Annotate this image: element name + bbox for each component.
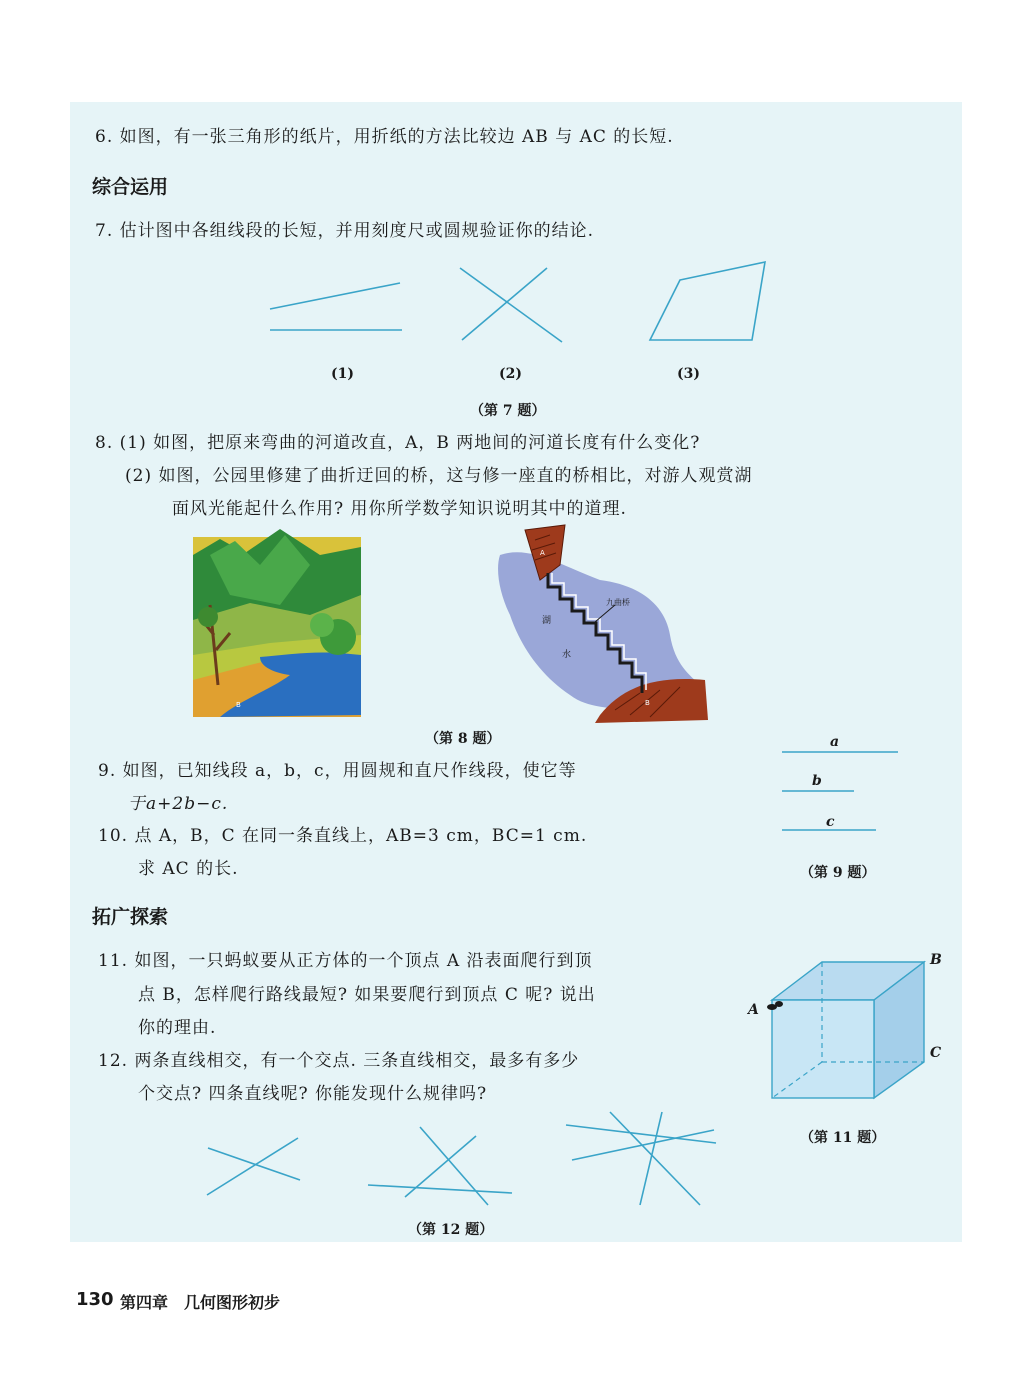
chapter-title: 第四章 几何图形初步	[120, 1293, 281, 1312]
fig7-label-3: (3)	[677, 366, 700, 382]
fig11-label-a: A	[748, 1002, 759, 1018]
fig12-four-lines-d	[640, 1112, 662, 1205]
fig8-caption: （第 8 题）	[425, 731, 501, 747]
fig8-point-b: B	[645, 699, 650, 707]
fig8-point-a: A	[540, 549, 545, 557]
fig12-caption: （第 12 题）	[408, 1222, 494, 1238]
question-8-part-1: 8. (1) 如图，把原来弯曲的河道改直，A，B 两地间的河道长度有什么变化?	[95, 433, 701, 453]
fig8-lake-char-1: 湖	[542, 616, 552, 626]
question-11-line-2: 点 B，怎样爬行路线最短? 如果要爬行到顶点 C 呢? 说出	[138, 985, 596, 1005]
question-8-part-2-line-2: 面风光能起什么作用? 用你所学数学知识说明其中的道理.	[172, 499, 627, 519]
question-9-line-1: 9. 如图，已知线段 a，b，c，用圆规和直尺作线段，使它等	[98, 761, 577, 781]
fig9-label-a: a	[830, 734, 840, 750]
page-number: 130	[76, 1289, 114, 1310]
fig12-four-lines-c	[610, 1112, 700, 1205]
fig8-bridge-label: 九曲桥	[606, 598, 630, 607]
question-12-line-1: 12. 两条直线相交，有一个交点. 三条直线相交，最多有多少	[98, 1051, 580, 1071]
fig11-caption: （第 11 题）	[800, 1130, 886, 1146]
question-12-line-2: 个交点? 四条直线呢? 你能发现什么规律吗?	[138, 1084, 488, 1104]
fig9-label-c: c	[826, 814, 835, 830]
fig12-two-lines-a	[208, 1148, 300, 1180]
question-10-line-1: 10. 点 A，B，C 在同一条直线上，AB=3 cm，BC=1 cm.	[98, 826, 588, 846]
fig11-label-b: B	[930, 952, 942, 968]
section-heading-explore: 拓广探索	[92, 906, 169, 928]
fig11-label-c: C	[930, 1045, 942, 1061]
fig12-three-lines-a	[368, 1185, 512, 1193]
question-11-line-3: 你的理由.	[138, 1018, 217, 1038]
fig9-caption: （第 9 题）	[800, 865, 876, 881]
fig8-lake-char-2: 水	[562, 650, 572, 660]
fig7-label-2: (2)	[499, 366, 522, 382]
fig12-two-lines-b	[207, 1138, 298, 1195]
question-11-line-1: 11. 如图，一只蚂蚁要从正方体的一个顶点 A 沿表面爬行到顶	[98, 951, 593, 971]
fig9-label-b: b	[812, 773, 822, 789]
fig7-caption: （第 7 题）	[470, 403, 546, 419]
fig12-three-lines-b	[420, 1127, 488, 1205]
fig7-label-1: (1)	[331, 366, 354, 382]
question-7: 7. 估计图中各组线段的长短，并用刻度尺或圆规验证你的结论.	[95, 221, 595, 241]
section-heading-apply: 综合运用	[92, 176, 169, 198]
fig12-three-lines-c	[405, 1136, 476, 1197]
question-10-line-2: 求 AC 的长.	[138, 859, 239, 879]
fig8-left-label-b: B	[236, 701, 241, 709]
question-9-line-2: 于a+2b−c.	[128, 794, 229, 814]
question-6: 6. 如图，有一张三角形的纸片，用折纸的方法比较边 AB 与 AC 的长短.	[95, 127, 674, 147]
question-8-part-2-line-1: (2) 如图，公园里修建了曲折迂回的桥，这与修一座直的桥相比，对游人观赏湖	[125, 466, 753, 486]
